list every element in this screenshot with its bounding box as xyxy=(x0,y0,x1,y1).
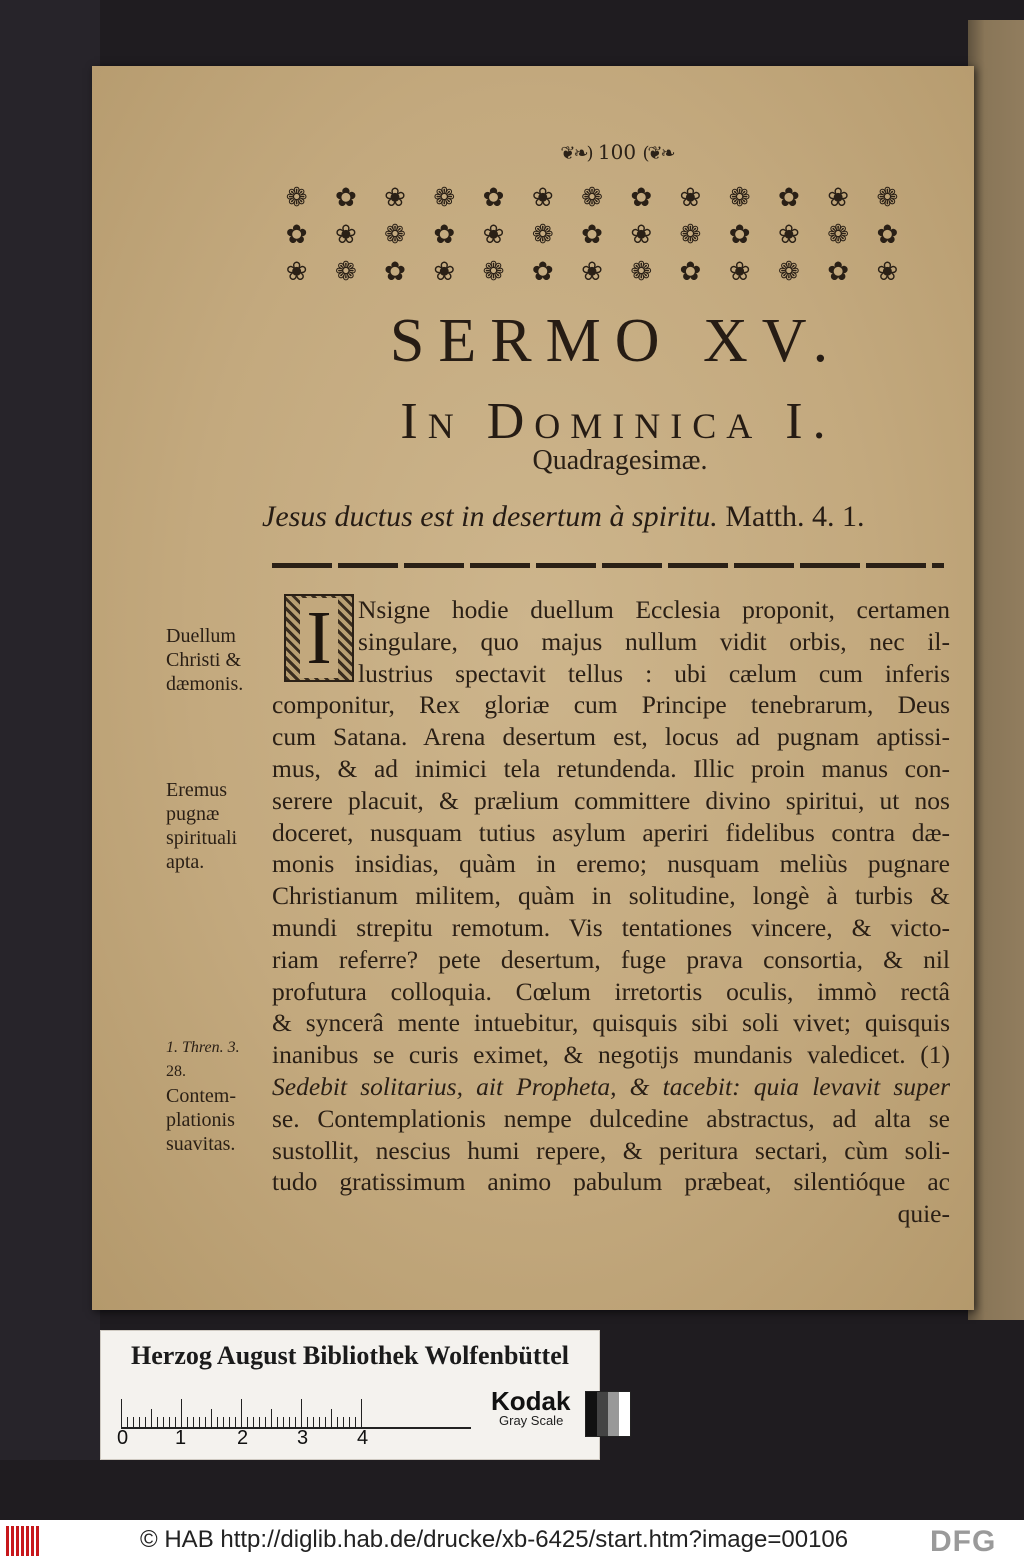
dfg-logo: DFG xyxy=(930,1525,997,1558)
sermon-body xyxy=(272,594,950,1230)
ornament-flower-icon: ❁ xyxy=(482,256,505,287)
ruler-number: 1 xyxy=(175,1427,187,1449)
ruler-tick xyxy=(199,1417,200,1429)
margin-note-line: pugnæ xyxy=(166,803,220,825)
ruler-tick xyxy=(343,1417,344,1429)
body-line: Nsigne hodie duellum Ecclesia proponit, certamen xyxy=(358,595,950,624)
sermon-title: SERMO XV. xyxy=(389,307,843,375)
ruler-tick xyxy=(283,1417,284,1429)
drop-cap-letter: I xyxy=(300,598,337,678)
ruler-tick xyxy=(241,1399,242,1429)
ruler-scale xyxy=(121,1389,471,1429)
ornament-flower-icon: ❀ xyxy=(778,219,800,250)
ornament-flower-icon: ❁ xyxy=(334,256,357,287)
ornament-flower-icon: ❁ xyxy=(531,219,554,250)
ornament-flower-icon: ✿ xyxy=(728,219,751,250)
ruler-tick xyxy=(271,1409,272,1429)
library-name: Herzog August Bibliothek Wolfenbüttel xyxy=(131,1341,569,1370)
ruler-tick xyxy=(151,1409,152,1429)
ruler-number: 3 xyxy=(297,1427,309,1449)
ornament-flower-icon: ❀ xyxy=(876,256,899,287)
gray-scale-swatch xyxy=(585,1391,631,1437)
margin-note xyxy=(166,778,237,874)
ornament-flower-icon: ✿ xyxy=(581,219,603,250)
body-line: singulare, quo majus nullum vidit orbis, nec il- xyxy=(358,626,950,656)
ornamental-band-icon xyxy=(272,180,912,290)
ornament-flower-icon: ✿ xyxy=(285,219,308,250)
ornament-flower-icon: ✿ xyxy=(531,256,554,287)
adjacent-page-edge xyxy=(968,20,1024,1320)
ornament-flower-icon: ✿ xyxy=(482,183,505,214)
ruler-tick xyxy=(181,1399,182,1429)
body-line: doceret, nusquam tutius asylum aperiri fidelibus contra dæ- xyxy=(272,817,950,847)
body-line: cum Satana. Arena desertum est, locus ad pugnam aptissi- xyxy=(272,722,950,752)
body-line: & syncerâ mente intuebitur, quisquis sibi soli vivet; quisquis xyxy=(272,1008,950,1038)
ornament-left-icon: ❦❧) xyxy=(560,143,592,164)
ruler-tick xyxy=(223,1417,224,1429)
ornament-right-icon: (❦❧ xyxy=(642,143,674,164)
body-line: lustrius spectavit tellus : ubi cælum cum inferis xyxy=(358,658,950,688)
ruler-tick xyxy=(289,1417,290,1429)
body-line: sustollit, nescius humi repere, & peritura sectari, cùm soli- xyxy=(272,1135,950,1165)
sermon-subtitle: In Dominica I. xyxy=(400,393,836,450)
ornament-flower-icon: ❀ xyxy=(581,256,603,287)
ornament-flower-icon: ✿ xyxy=(876,219,899,250)
ornament-flower-icon: ✿ xyxy=(334,183,357,214)
page-header xyxy=(527,140,707,164)
body-line: Christianum militem, quàm in solitudine, longè à turbis & xyxy=(272,881,950,911)
body-line: profutura colloquia. Cœlum irretortis oculis, immò rectâ xyxy=(272,976,950,1006)
ruler-tick xyxy=(205,1417,206,1429)
ornament-flower-icon: ❁ xyxy=(581,183,603,214)
body-line: monis insidias, quàm in eremo; nusquam meliùs pugnare xyxy=(272,849,950,879)
margin-note-line: 28. xyxy=(166,1063,186,1080)
ornament-flower-icon: ✿ xyxy=(630,183,653,214)
ornament-flower-icon: ❀ xyxy=(531,183,554,214)
ornament-flower-icon: ❁ xyxy=(778,256,800,287)
gray-scale-label: Gray Scale xyxy=(499,1413,564,1428)
ornament-flower-icon: ❁ xyxy=(679,219,702,250)
body-line: riam referre? pete desertum, fuge prava consortia, & nil xyxy=(272,944,950,974)
body-line: Sedebit solitarius, ait Propheta, & tacebit: quia levavit super xyxy=(272,1071,950,1101)
ornament-flower-icon: ❁ xyxy=(728,183,751,214)
sermon-subtitle-season: Quadragesimæ. xyxy=(532,445,708,476)
ruler-tick xyxy=(355,1417,356,1429)
margin-note-line: apta. xyxy=(166,851,205,873)
ruler-tick xyxy=(313,1417,314,1429)
gray-swatch-white xyxy=(619,1392,630,1436)
body-line: tudo gratissimum animo pabulum præbeat, silentióque ac xyxy=(272,1167,950,1197)
ornament-flower-icon: ❀ xyxy=(827,183,850,214)
ruler-number: 2 xyxy=(237,1427,249,1449)
ornament-flower-icon: ✿ xyxy=(778,183,800,214)
ornament-flower-icon: ❀ xyxy=(482,219,505,250)
footer-link[interactable]: © HAB http://diglib.hab.de/drucke/xb-6425/start.htm?image=00106 xyxy=(140,1526,849,1553)
ruler-number: 0 xyxy=(117,1427,129,1449)
margin-note-line: Contem- xyxy=(166,1085,236,1107)
footer-bar xyxy=(0,1520,1024,1563)
ornament-flower-icon: ❀ xyxy=(630,219,653,250)
hab-barcode-icon xyxy=(6,1526,40,1556)
ruler-tick xyxy=(211,1409,212,1429)
scripture-verse xyxy=(262,500,902,534)
ornament-flower-icon: ❁ xyxy=(285,183,308,214)
ruler-tick xyxy=(325,1417,326,1429)
ruler-number: 4 xyxy=(357,1427,369,1449)
margin-note-line: Eremus xyxy=(166,779,228,801)
body-line: se. Contemplationis nempe dulcedine abstractus, ad alta se xyxy=(272,1103,950,1133)
ruler-tick xyxy=(229,1417,230,1429)
ruler-tick xyxy=(133,1417,134,1429)
ruler-tick xyxy=(301,1399,302,1429)
margin-note xyxy=(166,1036,240,1156)
ruler-tick xyxy=(361,1399,362,1429)
ruler-tick xyxy=(163,1417,164,1429)
ruler-tick xyxy=(169,1417,170,1429)
ruler-tick xyxy=(337,1417,338,1429)
margin-note xyxy=(166,624,243,696)
gray-swatch-black xyxy=(586,1392,597,1436)
ornament-flower-icon: ❀ xyxy=(433,256,456,287)
ruler-tick xyxy=(319,1417,320,1429)
kodak-brand: Kodak xyxy=(491,1386,571,1416)
page-number: 100 xyxy=(597,140,637,164)
margin-note-line: spirituali xyxy=(166,827,238,849)
body-line: serere placuit, & prælium committere divino spiritui, ut nos xyxy=(272,785,950,815)
ruler-baseline xyxy=(121,1427,471,1429)
margin-note-line: 1. Thren. 3. xyxy=(166,1039,240,1056)
ruler-tick xyxy=(193,1417,194,1429)
decorated-initial xyxy=(284,594,354,682)
margin-note-line: dæmonis. xyxy=(166,673,244,695)
ruler-tick xyxy=(139,1417,140,1429)
ornament-flower-icon: ❀ xyxy=(728,256,751,287)
divider-rule xyxy=(272,563,944,568)
ornament-flower-icon: ❀ xyxy=(334,219,357,250)
margin-note-line: Duellum xyxy=(166,625,236,647)
ruler-tick xyxy=(295,1417,296,1429)
ornament-flower-icon: ❀ xyxy=(679,183,702,214)
gray-swatch-dark xyxy=(597,1392,608,1436)
body-line: mus, & ad inimici tela retundenda. Illic proin manus con- xyxy=(272,753,950,783)
ruler-tick xyxy=(121,1399,122,1429)
catchword: quie- xyxy=(897,1199,950,1229)
margin-note-line: plationis xyxy=(166,1109,235,1131)
ornament-flower-icon: ❁ xyxy=(827,219,850,250)
margin-note-line: suavitas. xyxy=(166,1133,236,1155)
ornament-flower-icon: ✿ xyxy=(679,256,702,287)
ruler-tick xyxy=(217,1417,218,1429)
ruler-tick xyxy=(259,1417,260,1429)
scan-background xyxy=(0,0,100,1460)
body-line: mundi strepitu remotum. Vis tentationes vincere, & victo- xyxy=(272,912,950,942)
ornament-flower-icon: ❁ xyxy=(876,183,899,214)
ornament-flower-icon: ✿ xyxy=(827,256,850,287)
ornament-flower-icon: ❁ xyxy=(384,219,406,250)
body-line: componitur, Rex gloriæ cum Principe tenebrarum, Deus xyxy=(272,690,950,720)
gray-swatch-mid xyxy=(608,1392,619,1436)
ornament-flower-icon: ✿ xyxy=(433,219,456,250)
ruler-tick xyxy=(235,1417,236,1429)
ornament-flower-icon: ❀ xyxy=(384,183,406,214)
verse-text: Jesus ductus est in desertum à spiritu. xyxy=(262,500,718,533)
ruler-tick xyxy=(349,1417,350,1429)
ruler-tick xyxy=(331,1409,332,1429)
ornament-flower-icon: ❁ xyxy=(433,183,456,214)
ornament-flower-icon: ❀ xyxy=(285,256,308,287)
ruler-tick xyxy=(253,1417,254,1429)
margin-note-line: Christi & xyxy=(166,649,242,671)
verse-reference: Matth. 4. 1. xyxy=(725,500,865,533)
body-line: inanibus se curis eximet, & negotijs mundanis valedicet. (1) xyxy=(272,1040,950,1070)
ornament-flower-icon: ✿ xyxy=(384,256,406,287)
target-card xyxy=(100,1330,600,1460)
ruler-tick xyxy=(145,1417,146,1429)
ruler-tick xyxy=(277,1417,278,1429)
ruler-tick xyxy=(157,1417,158,1429)
ornament-flower-icon: ❁ xyxy=(630,256,653,287)
ruler-tick xyxy=(265,1417,266,1429)
ruler-tick xyxy=(187,1417,188,1429)
